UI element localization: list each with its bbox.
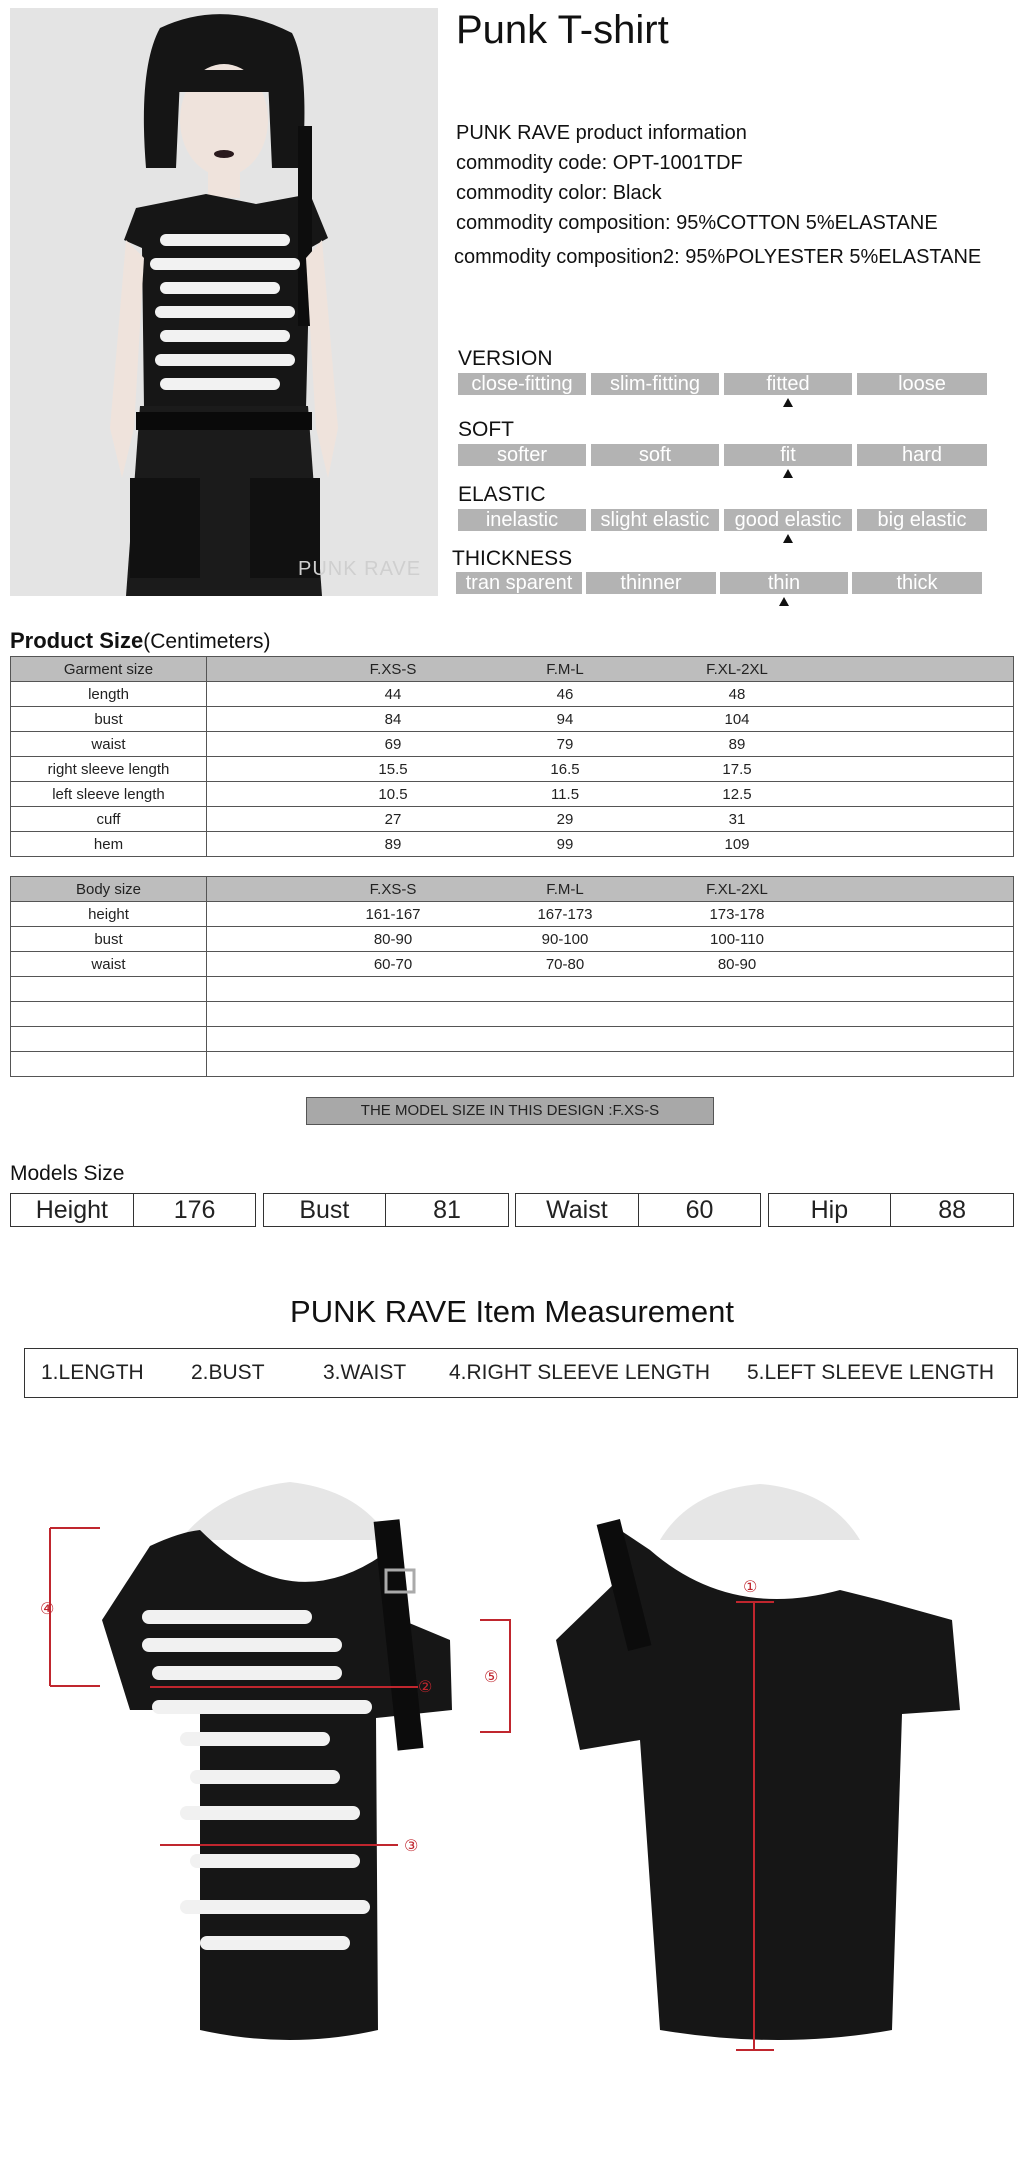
commodity-composition: 95%COTTON 5%ELASTANE — [676, 212, 938, 234]
model-size-note: THE MODEL SIZE IN THIS DESIGN :F.XS-S — [306, 1097, 714, 1125]
header-values: F.XS-S F.M-L F.XL-2XL — [207, 877, 1014, 902]
model-bust-value: 81 — [386, 1194, 509, 1227]
attr-label-elastic: ELASTIC — [458, 483, 546, 506]
attr-thickness-opt-2: thin — [720, 572, 848, 594]
body-size-table — [10, 876, 1014, 1077]
attr-elastic-opt-3: big elastic — [857, 509, 987, 531]
product-title: Punk T-shirt — [456, 8, 669, 52]
product-size-unit: (Centimeters) — [143, 630, 271, 653]
legend-right-sleeve: 4.RIGHT SLEEVE LENGTH — [449, 1361, 711, 1384]
marker-3: ③ — [404, 1836, 419, 1855]
attr-version-opt-3: loose — [857, 373, 987, 395]
attr-soft-marker — [783, 469, 793, 478]
marker-4: ④ — [40, 1599, 55, 1618]
marker-1: ① — [743, 1577, 758, 1596]
commodity-composition2: 95%POLYESTER 5%ELASTANE — [685, 246, 982, 268]
info-color: commodity color: Black — [456, 182, 662, 204]
legend-length: 1.LENGTH — [41, 1361, 144, 1384]
product-size-heading — [10, 628, 270, 654]
attr-soft-opt-1: soft — [591, 444, 719, 466]
watermark: PUNK RAVE — [298, 558, 422, 580]
measurement-title: PUNK RAVE Item Measurement — [290, 1294, 734, 1329]
attr-version-opt-2: fitted — [724, 373, 852, 395]
models-size-table — [10, 1193, 1014, 1227]
product-photo — [10, 8, 438, 596]
commodity-code: OPT-1001TDF — [612, 152, 743, 174]
marker-2: ② — [418, 1677, 433, 1696]
models-size-row — [11, 1194, 1014, 1227]
attr-version-opt-0: close-fitting — [458, 373, 586, 395]
table-row: bust 80-90 90-100 100-110 — [11, 927, 1014, 952]
product-size-title: Product Size — [10, 628, 144, 653]
table-header-row — [11, 657, 1014, 682]
table-row: length 44 46 48 — [11, 682, 1014, 707]
table-row: waist 69 79 89 — [11, 732, 1014, 757]
table-row: cuff 27 29 31 — [11, 807, 1014, 832]
table-row: bust 84 94 104 — [11, 707, 1014, 732]
back-view — [540, 1470, 980, 2090]
header-cell: Body size — [11, 877, 207, 902]
legend-left-sleeve: 5.LEFT SLEEVE LENGTH — [747, 1361, 995, 1384]
table-row: waist 60-70 70-80 80-90 — [11, 952, 1014, 977]
attr-elastic-opt-1: slight elastic — [591, 509, 719, 531]
marker-5: ⑤ — [484, 1667, 499, 1686]
garment-size-table — [10, 656, 1014, 857]
info-code: commodity code: OPT-1001TDF — [456, 152, 743, 174]
attr-label-thickness: THICKNESS — [452, 547, 573, 570]
model-hip-label: Hip — [768, 1194, 891, 1227]
commodity-color: Black — [612, 182, 662, 204]
table-row: left sleeve length 10.5 11.5 12.5 — [11, 782, 1014, 807]
attr-elastic-marker — [783, 534, 793, 543]
model-height-label: Height — [11, 1194, 134, 1227]
legend-waist: 3.WAIST — [323, 1361, 407, 1384]
header-values: F.XS-S F.M-L F.XL-2XL — [207, 657, 1014, 682]
table-row — [11, 1052, 1014, 1077]
attr-soft-opt-0: softer — [458, 444, 586, 466]
attr-elastic-opt-0: inelastic — [458, 509, 586, 531]
model-height-value: 176 — [133, 1194, 256, 1227]
table-row: hem 89 99 109 — [11, 832, 1014, 857]
model-illustration — [10, 8, 438, 596]
model-hip-value: 88 — [891, 1194, 1014, 1227]
table-header-row — [11, 877, 1014, 902]
attr-elastic-opt-2: good elastic — [724, 509, 852, 531]
info-heading: PUNK RAVE product information — [456, 122, 747, 144]
models-size-title: Models Size — [10, 1162, 125, 1185]
attr-soft-opt-3: hard — [857, 444, 987, 466]
front-shirt-drawing — [40, 1470, 540, 2090]
model-waist-value: 60 — [638, 1194, 761, 1227]
attr-thickness-opt-3: thick — [852, 572, 982, 594]
table-row — [11, 977, 1014, 1002]
model-waist-label: Waist — [516, 1194, 639, 1227]
table-row: right sleeve length 15.5 16.5 17.5 — [11, 757, 1014, 782]
table-row — [11, 1027, 1014, 1052]
table-row — [11, 1002, 1014, 1027]
header-cell: Garment size — [11, 657, 207, 682]
model-bust-label: Bust — [263, 1194, 386, 1227]
attr-version-marker — [783, 398, 793, 407]
measurement-legend — [24, 1348, 1018, 1398]
product-info — [456, 118, 981, 272]
attr-label-version: VERSION — [458, 347, 553, 370]
info-composition2: commodity composition2: 95%POLYESTER 5%ELASTANE — [454, 246, 982, 268]
attr-version-opt-1: slim-fitting — [591, 373, 719, 395]
info-composition: commodity composition: 95%COTTON 5%ELASTANE — [456, 212, 938, 234]
legend-bust: 2.BUST — [191, 1361, 265, 1384]
attr-thickness-opt-0: tran sparent — [456, 572, 582, 594]
front-view — [40, 1470, 540, 2090]
attr-soft-opt-2: fit — [724, 444, 852, 466]
table-row: height 161-167 167-173 173-178 — [11, 902, 1014, 927]
attr-label-soft: SOFT — [458, 418, 514, 441]
attr-thickness-marker — [779, 597, 789, 606]
back-shirt-drawing — [540, 1470, 980, 2090]
attr-thickness-opt-1: thinner — [586, 572, 716, 594]
